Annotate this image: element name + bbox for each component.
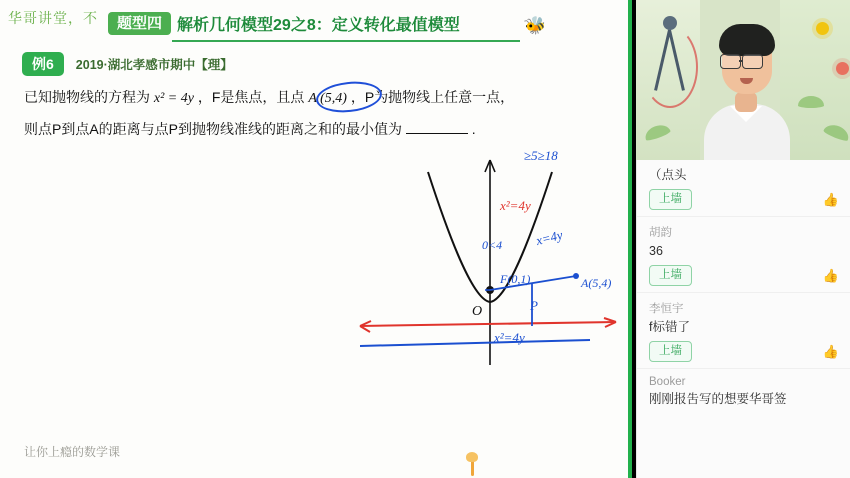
stem-point-a: A (5,4) (308, 91, 347, 106)
example-row (22, 52, 233, 76)
chat-panel[interactable] (636, 160, 850, 478)
chat-message-user: 李恒宇 (649, 303, 684, 315)
list-item[interactable] (637, 369, 850, 414)
chat-message-user: Booker (649, 376, 686, 388)
footer-slogan: 让你上瘾的数学课 (24, 445, 121, 459)
chat-message-actions (649, 265, 839, 286)
chat-message-actions (649, 189, 839, 210)
annotation-equation-lower: x²=4y (494, 330, 525, 345)
presenter-video[interactable] (636, 0, 850, 160)
question-stem-line-2 (24, 114, 604, 144)
leaf-icon (798, 96, 824, 108)
flower-icon (816, 22, 829, 35)
plant-decoration-icon (462, 452, 484, 476)
stem-text-b: ，F是焦点，且点 (197, 89, 305, 105)
thumbs-up-icon[interactable]: 👍 (822, 192, 839, 207)
stem-text-d: 则点P到点A的距离与点P到抛物线准线的距离之和的最小值为 (24, 121, 403, 137)
slide-title-row (108, 12, 460, 35)
post-to-wall-button[interactable]: 上墙 (649, 265, 692, 286)
stem-text-a: 已知抛物线的方程为 (24, 89, 150, 105)
stem-text-c: ，P为抛物线上任意一点， (350, 89, 515, 105)
thumbs-up-icon[interactable]: 👍 (822, 268, 839, 283)
arc-decoration-icon (642, 26, 698, 108)
post-to-wall-button[interactable]: 上墙 (649, 189, 692, 210)
list-item[interactable] (637, 160, 850, 217)
question-source: 2019·湖北孝感市期中【理】 (75, 58, 233, 72)
parabola-sketch-svg (340, 150, 630, 400)
question-stem-line-1 (24, 82, 604, 114)
annotation-top-right: ≥5≥18 (524, 148, 558, 163)
avatar (702, 18, 792, 160)
annotation-x-eq-4y: x=4y (534, 226, 565, 249)
annotation-inequality: 0<4 (482, 238, 503, 252)
annotation-point-p: P (530, 298, 538, 313)
annotation-equation-upper: x²=4y (500, 198, 531, 213)
chat-message-text: （点头 (649, 168, 687, 182)
question-type-chip: 题型四 (108, 12, 171, 35)
annotation-point-a: A(5,4) (581, 276, 612, 290)
list-item[interactable] (637, 217, 850, 293)
bug-icon: 🐝 (522, 13, 549, 38)
chat-message-user: 胡韵 (649, 227, 672, 239)
list-item[interactable] (637, 293, 850, 369)
annotation-origin: O (472, 304, 483, 319)
brand-main-text: 华哥讲堂，不 (8, 10, 98, 26)
question-stem (24, 82, 604, 144)
chat-message-text: 刚刚报吿写的想要华哥签 (649, 392, 787, 406)
thumbs-up-icon[interactable]: 👍 (822, 344, 839, 359)
slide-edge-accent (628, 0, 632, 478)
stem-equation: x² = 4y (153, 91, 194, 106)
chat-message-actions (649, 341, 839, 362)
parabola-sketch (340, 150, 630, 400)
chat-message-text: 36 (649, 244, 663, 258)
flower-icon (836, 62, 849, 75)
page-title: 解析几何模型29之8：定义转化最值模型 (177, 17, 460, 34)
annotation-focus: F(0,1) (500, 272, 531, 286)
title-underline (172, 40, 520, 42)
answer-blank (406, 119, 468, 134)
post-to-wall-button[interactable]: 上墙 (649, 341, 692, 362)
example-number-chip: 例6 (22, 52, 64, 76)
brand-watermark (8, 8, 98, 28)
stem-text-e: . (471, 121, 476, 137)
chat-message-text: f标错了 (649, 320, 690, 334)
